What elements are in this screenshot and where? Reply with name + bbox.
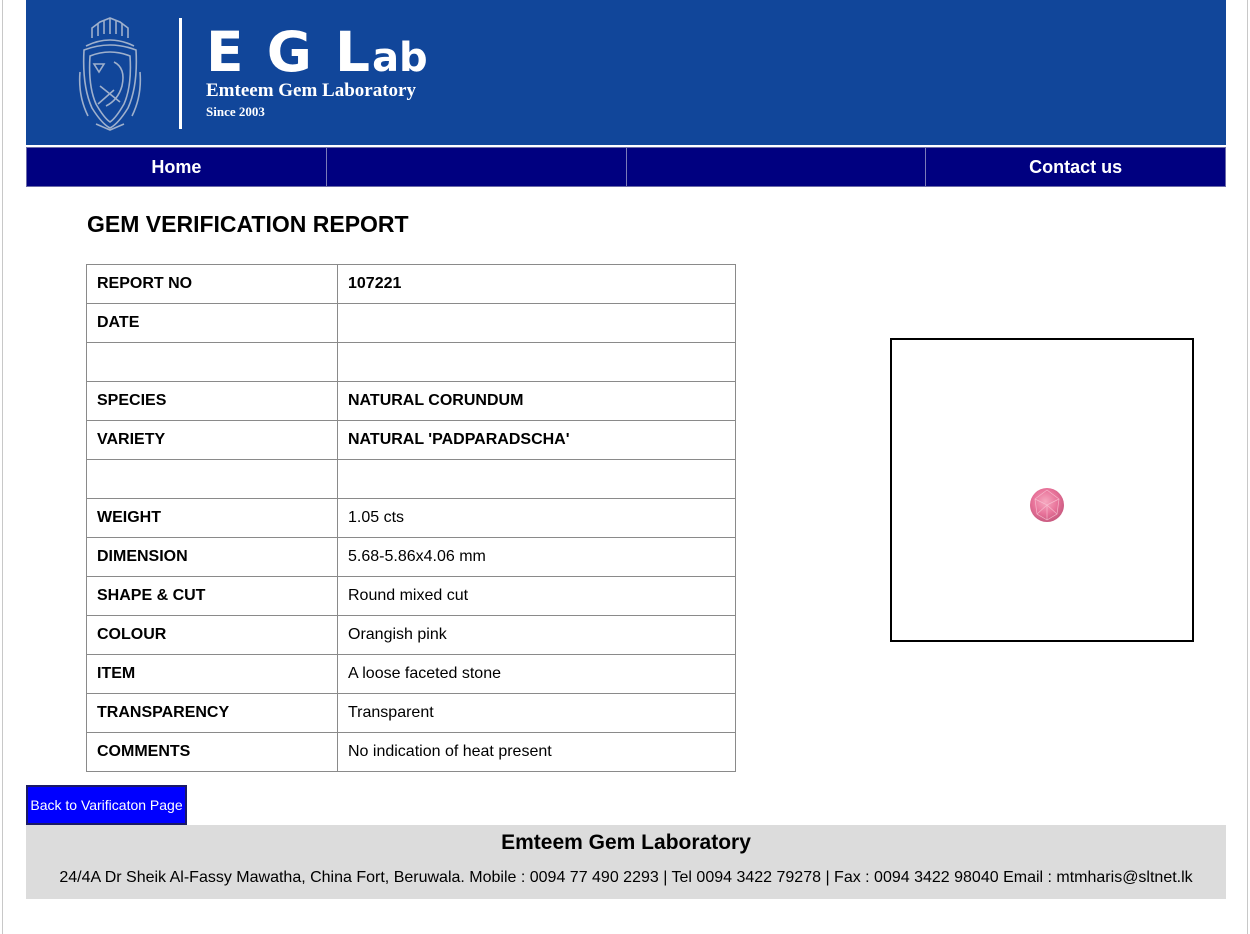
row-value: No indication of heat present [338, 733, 736, 772]
report-table [86, 264, 736, 772]
table-row [87, 655, 736, 694]
table-row [87, 382, 736, 421]
row-label: COLOUR [87, 616, 338, 655]
row-value [338, 304, 736, 343]
row-label: DIMENSION [87, 538, 338, 577]
row-value: NATURAL 'PADPARADSCHA' [338, 421, 736, 460]
page-frame-right [1247, 0, 1248, 934]
row-value: 107221 [338, 265, 736, 304]
table-row [87, 421, 736, 460]
table-row [87, 304, 736, 343]
row-value: Transparent [338, 694, 736, 733]
header-banner [26, 0, 1226, 145]
row-label: SHAPE & CUT [87, 577, 338, 616]
row-value [338, 460, 736, 499]
row-label: REPORT NO [87, 265, 338, 304]
table-row [87, 538, 736, 577]
nav-contact-us[interactable]: Contact us [1029, 156, 1123, 177]
nav-item-blank-2[interactable] [627, 148, 927, 186]
brand-since: Since 2003 [206, 104, 265, 119]
table-row [87, 499, 736, 538]
row-value: Orangish pink [338, 616, 736, 655]
footer-company-name: Emteem Gem Laboratory [501, 831, 751, 854]
table-row [87, 616, 736, 655]
footer [26, 825, 1226, 899]
row-label: ITEM [87, 655, 338, 694]
row-value: A loose faceted stone [338, 655, 736, 694]
row-label: DATE [87, 304, 338, 343]
top-nav [26, 147, 1226, 187]
row-value [338, 343, 736, 382]
gem-photo-frame [890, 338, 1194, 642]
brand-divider [179, 18, 182, 129]
gem-photo-icon [1029, 487, 1065, 523]
row-label: VARIETY [87, 421, 338, 460]
row-value: 5.68-5.86x4.06 mm [338, 538, 736, 577]
nav-item-blank-1[interactable] [327, 148, 627, 186]
crest-logo-icon [78, 16, 142, 132]
row-label [87, 343, 338, 382]
row-label: COMMENTS [87, 733, 338, 772]
page-frame-left [2, 0, 3, 934]
table-row [87, 694, 736, 733]
table-row [87, 265, 736, 304]
row-value: Round mixed cut [338, 577, 736, 616]
row-label [87, 460, 338, 499]
row-label: TRANSPARENCY [87, 694, 338, 733]
row-value: 1.05 cts [338, 499, 736, 538]
brand-logo-text: E G Lab [206, 20, 428, 84]
footer-address: 24/4A Dr Sheik Al-Fassy Mawatha, China Fort, Beruwala. Mobile : 0094 77 490 2293 | Tel 0094 3422 79278 | Fax : 0094 3422 98040 Email : mtmharis@sltnet.lk [59, 869, 1193, 886]
page-title: GEM VERIFICATION REPORT [87, 211, 409, 237]
brand-subtitle: Emteem Gem Laboratory [206, 80, 416, 101]
row-label: WEIGHT [87, 499, 338, 538]
table-row [87, 460, 736, 499]
table-row [87, 733, 736, 772]
row-label: SPECIES [87, 382, 338, 421]
table-row [87, 577, 736, 616]
row-value: NATURAL CORUNDUM [338, 382, 736, 421]
table-row [87, 343, 736, 382]
back-to-verification-button[interactable]: Back to Varificaton Page [26, 785, 187, 825]
nav-home[interactable]: Home [27, 148, 327, 186]
